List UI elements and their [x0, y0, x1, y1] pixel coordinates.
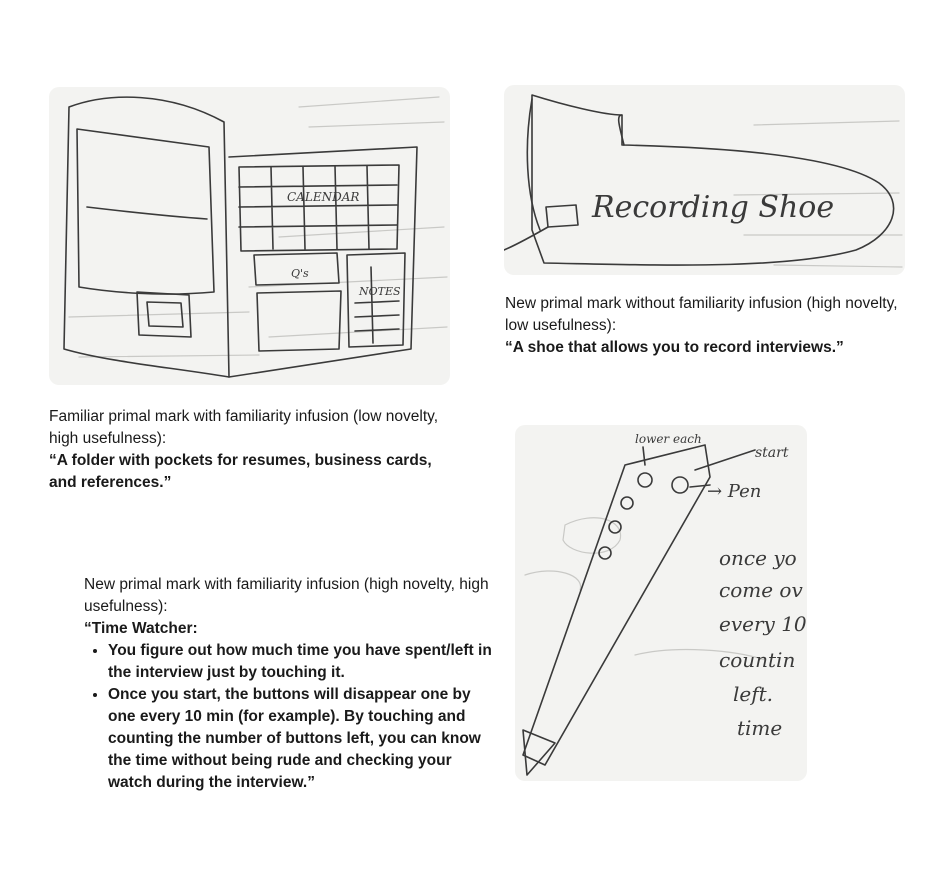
shoe-caption-quote: “A shoe that allows you to record interviews.” — [505, 339, 844, 356]
watch-bullet-list — [84, 640, 494, 794]
folder-label-qs: Q's — [291, 267, 309, 280]
watch-caption-title: “Time Watcher: — [84, 620, 198, 637]
watch-bullet-1: • You figure out how much time you have spent/left in the interview just by touching it. — [108, 640, 494, 684]
shoe-drawing — [504, 85, 905, 275]
shoe-label: Recording Shoe — [592, 190, 835, 225]
pen-note-line-5: left. — [733, 682, 774, 706]
folder-caption — [49, 406, 459, 494]
pen-note-line-2: come ov — [719, 578, 803, 602]
pen-drawing — [515, 425, 807, 781]
pen-label-pen: → Pen — [707, 481, 762, 502]
shoe-caption — [505, 293, 905, 359]
pen-note-line-6: time — [737, 716, 783, 740]
pen-note-line-4: countin — [719, 648, 796, 672]
folder-label-calendar: CALENDAR — [287, 190, 360, 204]
folder-sketch-image — [49, 87, 450, 385]
folder-drawing — [49, 87, 450, 385]
watch-bullet-2: • Once you start, the buttons will disappear one by one every 10 min (for example). By touching and counting the number of buttons left, you can know the time without being rude and checking your watch during the interview.” — [108, 684, 494, 794]
shoe-sketch-image — [504, 85, 905, 275]
pen-note-line-3: every 10 — [719, 612, 807, 636]
folder-label-notes: NOTES — [359, 285, 401, 298]
pen-note-line-1: once yo — [719, 546, 797, 570]
folder-caption-quote: “A folder with pockets for resumes, business cards, and references.” — [49, 452, 432, 491]
watch-caption-label: New primal mark with familiarity infusion (high novelty, high usefulness): — [84, 576, 489, 615]
watch-caption — [84, 574, 494, 794]
pen-label-lower-each: lower each — [635, 432, 702, 446]
pen-sketch-image — [515, 425, 807, 781]
pen-label-start: start — [755, 445, 789, 461]
folder-caption-label: Familiar primal mark with familiarity infusion (low novelty, high usefulness): — [49, 408, 439, 447]
shoe-caption-label: New primal mark without familiarity infusion (high novelty, low usefulness): — [505, 295, 898, 334]
